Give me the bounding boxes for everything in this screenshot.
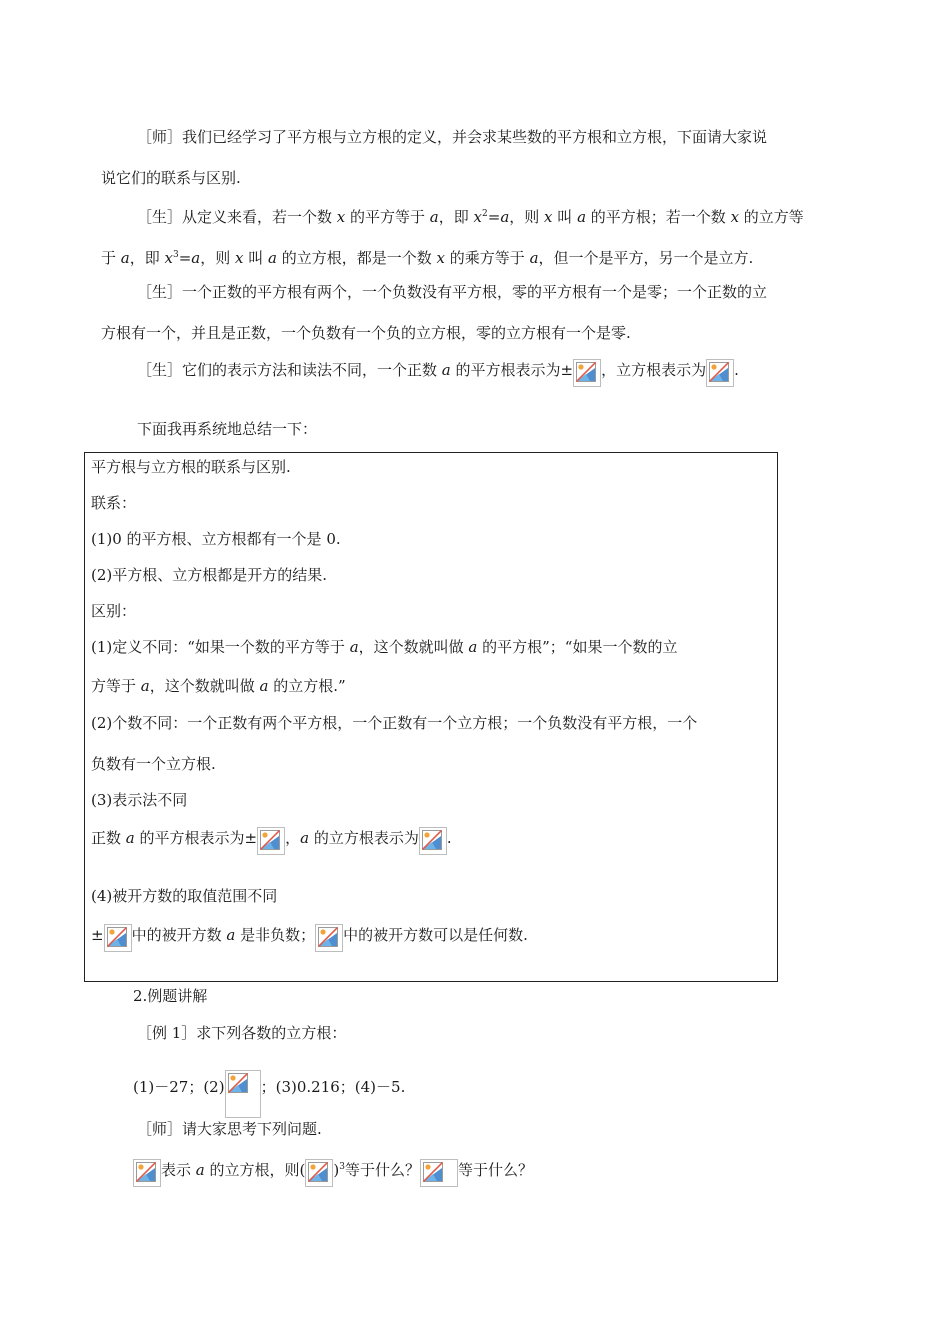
broken-image-icon — [305, 1159, 333, 1187]
box-diff-2: (2)个数不同：一个正数有两个平方根，一个正数有一个立方根；一个负数没有平方根，一个 — [91, 714, 698, 732]
broken-image-icon — [573, 359, 601, 387]
box-diff-1-cont: 方等于 a，这个数就叫做 a 的立方根.” — [91, 677, 346, 695]
broken-image-icon — [419, 827, 447, 855]
student-line-1-cont: 于 a，即 $x^3=a$，则 x 叫 a 的立方根，都是一个数 x 的乘方等于 a，但一个是平方，另一个是立方. — [101, 249, 754, 267]
summary-intro: 下面我再系统地总结一下： — [137, 420, 318, 438]
box-lianxi-2: (2)平方根、立方根都是开方的结果. — [91, 566, 328, 584]
question-line: 表示 a 的立方根，则( )$^3$等于什么？ 等于什么？ — [133, 1156, 533, 1187]
broken-image-icon — [225, 1070, 261, 1118]
teacher-line-1: ［师］我们已经学习了平方根与立方根的定义，并会求某些数的平方根和立方根，下面请大家说 — [137, 128, 768, 146]
broken-image-icon — [315, 924, 343, 952]
box-lianxi-1: (1)0 的平方根、立方根都有一个是 0. — [91, 530, 341, 548]
student-line-2-cont: 方根有一个，并且是正数，一个负数有一个负的立方根，零的立方根有一个是零. — [101, 324, 631, 342]
broken-image-icon — [133, 1159, 161, 1187]
box-diff-3: (3)表示法不同 — [91, 791, 188, 809]
broken-image-icon — [420, 1159, 458, 1187]
box-diff-2-cont: 负数有一个立方根. — [91, 755, 216, 773]
student-line-1: ［生］从定义来看，若一个数 x 的平方等于 a，即 $x^2=a$，则 x 叫 a 的平方根；若一个数 x 的立方等 — [137, 208, 804, 226]
example-1: ［例 1］求下列各数的立方根： — [137, 1024, 347, 1042]
broken-image-icon — [257, 827, 285, 855]
student-line-3: ［生］它们的表示方法和读法不同，一个正数 a 的平方根表示为± ，立方根表示为 . — [137, 359, 739, 387]
box-diff-4: (4)被开方数的取值范围不同 — [91, 887, 278, 905]
student-line-2: ［生］一个正数的平方根有两个，一个负数没有平方根，零的平方根有一个是零；一个正数的立 — [137, 283, 768, 301]
teacher-question-intro: ［师］请大家思考下列问题. — [137, 1120, 322, 1138]
box-qubie: 区别： — [91, 602, 137, 620]
box-diff-4-detail: ± 中的被开方数 a 是非负数； 中的被开方数可以是任何数. — [91, 924, 528, 952]
broken-image-icon — [104, 924, 132, 952]
box-diff-3-detail: 正数 a 的平方根表示为± ，a 的立方根表示为 . — [91, 827, 452, 855]
box-title: 平方根与立方根的联系与区别. — [91, 458, 291, 476]
example-items: (1)－27；(2) ；(3)0.216；(4)－5. — [133, 1070, 405, 1118]
broken-image-icon — [706, 359, 734, 387]
section-heading: 2.例题讲解 — [133, 987, 208, 1005]
box-lianxi: 联系： — [91, 494, 137, 512]
box-diff-1: (1)定义不同：“如果一个数的平方等于 a，这个数就叫做 a 的平方根”；“如果一个数的立 — [91, 638, 678, 656]
teacher-line-1-cont: 说它们的联系与区别. — [101, 169, 241, 187]
